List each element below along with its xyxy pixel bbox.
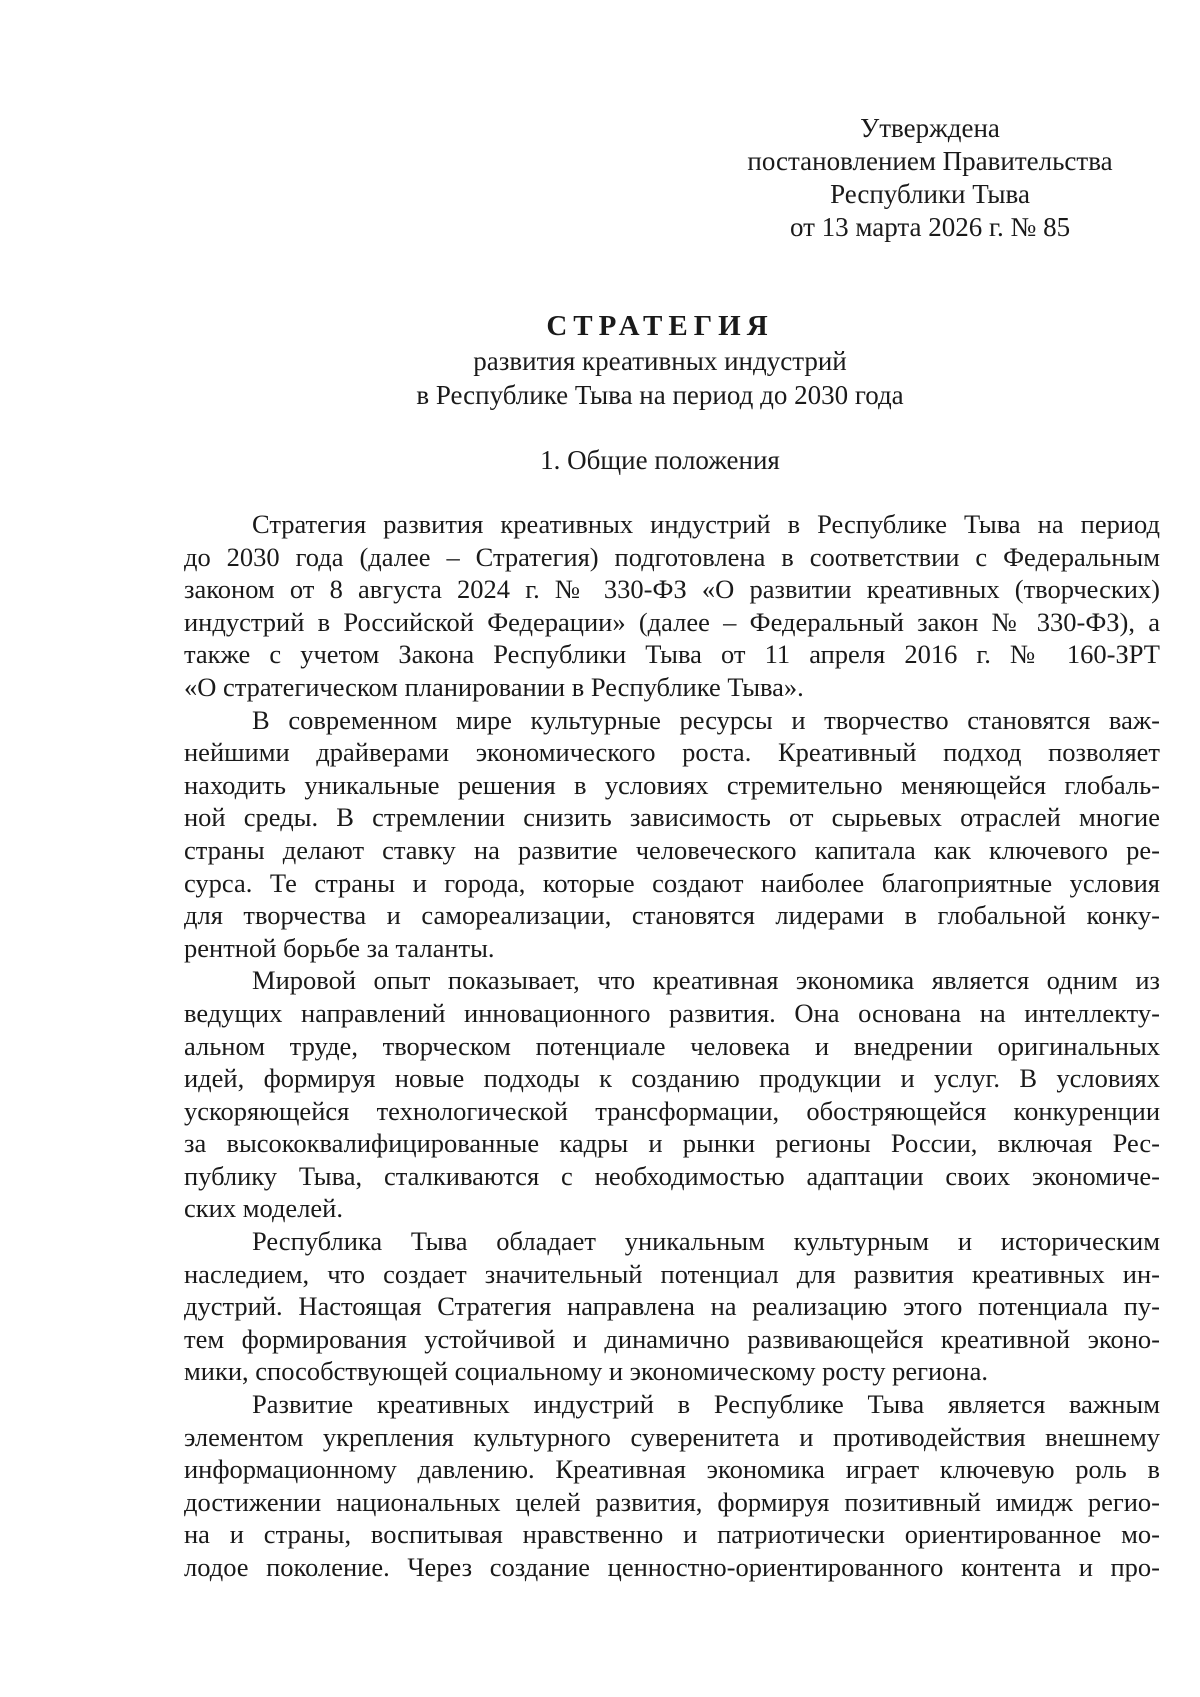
title-block	[160, 308, 1160, 412]
approval-line-4: от 13 марта 2026 г. № 85	[789, 212, 1071, 242]
text-line: лодое поколение. Через создание ценностно-ориентированного контента и про-	[184, 1552, 1160, 1582]
text-line: на и страны, воспитывая нравственно и патриотически ориентированное мо-	[184, 1519, 1160, 1550]
document-title: СТРАТЕГИЯ	[546, 310, 774, 342]
section-heading: 1. Общие положения	[540, 445, 780, 475]
text-line: Республика Тыва обладает уникальным культурным и историческим	[252, 1226, 1160, 1257]
text-line: ной среды. В стремлении снизить зависимость от сырьевых отраслей многие	[184, 802, 1160, 833]
text-line: дустрий. Настоящая Стратегия направлена на реализацию этого потенциала пу-	[184, 1291, 1160, 1322]
text-line: также с учетом Закона Республики Тыва от 11 апреля 2016 г. № 160-ЗРТ	[184, 639, 1160, 670]
body-text	[184, 508, 1160, 1584]
approval-line-2: постановлением Правительства	[747, 146, 1113, 176]
text-line: тем формирования устойчивой и динамично развивающейся креативной эконо-	[184, 1323, 1160, 1354]
approval-stamp	[700, 112, 1160, 244]
text-line: нейшими драйверами экономического роста. Креативный подход позволяет	[184, 737, 1160, 768]
text-line: ских моделей.	[184, 1193, 343, 1224]
text-line: рентной борьбе за таланты.	[184, 932, 495, 963]
text-line: для творчества и самореализации, становятся лидерами в глобальной конку-	[184, 900, 1160, 931]
text-line: наследием, что создает значительный потенциал для развития креативных ин-	[184, 1258, 1160, 1289]
text-line: индустрий в Российской Федерации» (далее – Федеральный закон № 330-ФЗ), а	[184, 606, 1160, 637]
approval-line-1: Утверждена	[860, 113, 1000, 143]
text-line: В современном мире культурные ресурсы и творчество становятся важ-	[252, 704, 1160, 735]
text-line: альном труде, творческом потенциале человека и внедрении оригинальных	[184, 1030, 1160, 1061]
text-line: элементом укрепления культурного суверенитета и противодействия внешнему	[184, 1421, 1160, 1452]
text-line: ведущих направлений инновационного развития. Она основана на интеллекту-	[184, 997, 1160, 1028]
text-line: до 2030 года (далее – Стратегия) подготовлена в соответствии с Федеральным	[184, 541, 1160, 572]
text-line: Развитие креативных индустрий в Республике Тыва является важным	[252, 1389, 1160, 1420]
text-line: «О стратегическом планировании в Республике Тыва».	[184, 671, 804, 702]
text-line: находить уникальные решения в условиях стремительно меняющейся глобаль-	[184, 769, 1160, 800]
text-line: Стратегия развития креативных индустрий в Республике Тыва на период	[252, 509, 1160, 539]
text-line: за высококвалифицированные кадры и рынки регионы России, включая Рес-	[184, 1128, 1160, 1159]
document-subtitle-line-1: развития креативных индустрий	[473, 346, 847, 376]
text-line: информационному давлению. Креативная экономика играет ключевую роль в	[184, 1454, 1160, 1485]
text-line: сурса. Те страны и города, которые создают наиболее благоприятные условия	[184, 867, 1160, 898]
document-subtitle-line-2: в Республике Тыва на период до 2030 года	[416, 380, 904, 410]
text-line: законом от 8 августа 2024 г. № 330-ФЗ «О развитии креативных (творческих)	[184, 574, 1160, 605]
approval-line-3: Республики Тыва	[830, 179, 1030, 209]
text-line: мики, способствующей социальному и экономическому росту региона.	[184, 1356, 989, 1387]
text-line: достижении национальных целей развития, формируя позитивный имидж регио-	[184, 1486, 1160, 1517]
text-line: ускоряющейся технологической трансформации, обостряющейся конкуренции	[184, 1095, 1160, 1126]
text-line: страны делают ставку на развитие человеческого капитала как ключевого ре-	[184, 834, 1160, 865]
text-line: публику Тыва, сталкиваются с необходимостью адаптации своих экономиче-	[184, 1160, 1160, 1191]
text-line: Мировой опыт показывает, что креативная экономика является одним из	[252, 965, 1160, 996]
text-line: идей, формируя новые подходы к созданию продукции и услуг. В условиях	[184, 1063, 1160, 1094]
